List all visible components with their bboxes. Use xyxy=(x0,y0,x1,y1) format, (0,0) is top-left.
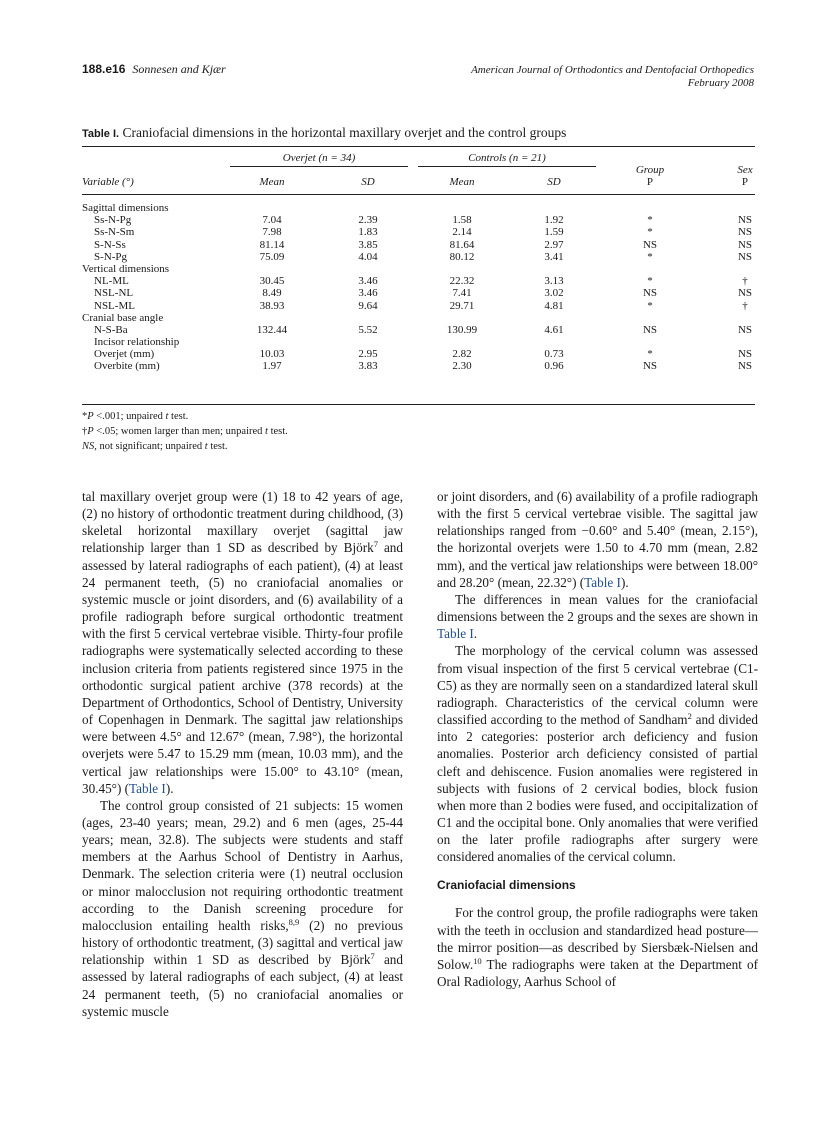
controls-mean-cell: 81.64 xyxy=(449,238,475,251)
table-body xyxy=(82,202,755,373)
left-paragraph-1: tal maxillary overjet group were (1) 18 to 42 years of age, (2) no history of orthodontic treatment during childhood, (3) skeletal horizontal maxillary overjet (sagittal jaw relationship larger than 1 SD as described by Björk$^7$ and assessed by lateral radiographs of each patient), (4) at least 24 permanent teeth, (5) no craniofacial anomalies or systemic muscle or joint disorders, and (6) availability of a profile radiograph before surgical orthodontic treatment with the first 5 cervical vertebrae visible. Thirty-four profile radiographs were systematically selected according to these inclusion criteria from patients registered since 1975 in the orthodontic surgical patient archive (378 records) at the Department of Orthodontics, School of Dentistry, University of Copenhagen in Denmark. The sagittal jaw relationships were between 4.5° and 12.67° (mean, 7.98°), the horizontal overjets were 5.47 to 15.29 mm (mean, 10.03 mm), and the vertical jaw relationships were 15.00° to 43.10° (mean, 30.45°) (Table I). xyxy=(82,489,403,796)
left-column xyxy=(82,488,403,1020)
overjet-mean-cell: 38.93 xyxy=(259,299,285,312)
group-header-controls: Controls (n = 21) xyxy=(468,152,546,164)
header-group-p: Group P xyxy=(635,164,665,188)
controls-sd-cell: 1.59 xyxy=(544,226,564,239)
group-header-overjet: Overjet (n = 34) xyxy=(282,152,356,164)
section-label: Cranial base angle xyxy=(82,311,164,324)
controls-sd-cell: 3.13 xyxy=(544,275,564,288)
controls-mean-cell: 7.41 xyxy=(452,287,472,300)
controls-sd-cell: 3.41 xyxy=(544,250,564,263)
sex-p-cell: NS xyxy=(737,238,753,251)
header-sex-p: Sex P xyxy=(737,164,753,188)
sex-p-cell: † xyxy=(742,299,748,312)
table-footnote-2: †P <.05; women larger than men; unpaired t test. xyxy=(82,426,288,437)
table-row xyxy=(82,275,755,287)
table-row xyxy=(82,348,755,360)
variable-label: N-S-Ba xyxy=(94,323,128,336)
right-paragraph-4: For the control group, the profile radiographs were taken with the teeth in occlusion and standardized head posture—the mirror position—as described by Siersbæk-Nielsen and Solow.$^{10}$ The radiographs were taken at the Department of Oral Radiology, Aarhus School of xyxy=(437,905,758,990)
variable-label: Ss-N-Pg xyxy=(94,214,132,227)
table-footnote-3: NS, not significant; unpaired t test. xyxy=(82,441,228,452)
table-bottom-rule xyxy=(82,404,755,405)
controls-sd-cell: 0.73 xyxy=(544,348,564,361)
header-overjet-sd: SD xyxy=(361,176,375,188)
page-number: 188.e16 xyxy=(82,62,126,76)
overjet-sd-cell: 1.83 xyxy=(358,226,378,239)
right-paragraph-2: The differences in mean values for the craniofacial dimensions between the 2 groups and the sexes are shown in Table I. xyxy=(437,591,758,642)
group-p-cell: * xyxy=(647,250,653,263)
group-rule-overjet xyxy=(230,166,408,167)
controls-sd-cell: 0.96 xyxy=(544,360,564,373)
sex-p-cell: NS xyxy=(737,214,753,227)
sex-p-cell: NS xyxy=(737,226,753,239)
header-variable: Variable (°) xyxy=(82,176,134,188)
overjet-sd-cell: 3.46 xyxy=(358,287,378,300)
overjet-sd-cell: 3.85 xyxy=(358,238,378,251)
controls-sd-cell: 4.61 xyxy=(544,323,564,336)
overjet-mean-cell: 7.98 xyxy=(262,226,282,239)
table-row xyxy=(82,214,755,226)
variable-label: NSL-NL xyxy=(94,287,134,300)
variable-label: NSL-ML xyxy=(94,299,135,312)
controls-mean-cell: 2.82 xyxy=(452,348,472,361)
section-label: Vertical dimensions xyxy=(82,262,170,275)
sex-p-cell: NS xyxy=(737,348,753,361)
variable-label: Ss-N-Sm xyxy=(94,226,135,239)
sex-p-cell: NS xyxy=(737,250,753,263)
right-paragraph-3: The morphology of the cervical column was assessed from visual inspection of the first 5 cervical vertebrae (C1-C5) as they are normally seen on a standardized lateral skull radiograph. Characteristics of the cervical column were classified according to the method of Sandham$^2$ and divided into 2 categories: posterior arch deficiency and fusion anomalies. Posterior arch deficiency consisted of partial cleft and dehiscence. Fusion anomalies were registered in subjects with fusions of 2 cervical bodies, block fusion when more than 2 bodies were fused, and occipitalization of C1 and the occipital bone. Only anomalies that were verified on the later profile radiographs after surgery were considered anomalies of the cervical column. xyxy=(437,643,758,865)
group-p-cell: * xyxy=(647,226,653,239)
group-p-cell: NS xyxy=(642,238,658,251)
controls-mean-cell: 2.30 xyxy=(452,360,472,373)
sex-p-cell: † xyxy=(742,275,748,288)
running-header-right xyxy=(471,64,754,90)
section-label: Sagittal dimensions xyxy=(82,202,169,214)
table-section-row xyxy=(82,202,755,214)
group-p-cell: * xyxy=(647,299,653,312)
controls-sd-cell: 2.97 xyxy=(544,238,564,251)
controls-mean-cell: 80.12 xyxy=(449,250,475,263)
section-heading: Craniofacial dimensions xyxy=(437,878,576,893)
variable-label: Overjet (mm) xyxy=(94,348,155,361)
table-row xyxy=(82,239,755,251)
table-row xyxy=(82,287,755,299)
group-p-cell: * xyxy=(647,275,653,288)
table-section-row xyxy=(82,312,755,324)
overjet-sd-cell: 3.83 xyxy=(358,360,378,373)
controls-mean-cell: 1.58 xyxy=(452,214,472,227)
table-row xyxy=(82,226,755,238)
overjet-mean-cell: 132.44 xyxy=(256,323,288,336)
overjet-mean-cell: 1.97 xyxy=(262,360,282,373)
header-controls-mean: Mean xyxy=(449,176,475,188)
header-controls-sd: SD xyxy=(547,176,561,188)
overjet-mean-cell: 30.45 xyxy=(259,275,285,288)
table-caption xyxy=(82,125,566,141)
overjet-sd-cell: 2.39 xyxy=(358,214,378,227)
variable-label: NL-ML xyxy=(94,275,129,288)
table-section-row xyxy=(82,263,755,275)
overjet-sd-cell: 4.04 xyxy=(358,250,378,263)
table-caption-text: Craniofacial dimensions in the horizontal maxillary overjet and the control groups xyxy=(122,125,567,140)
group-p-cell: NS xyxy=(642,287,658,300)
variable-label: S-N-Pg xyxy=(94,250,128,263)
group-p-cell: NS xyxy=(642,360,658,373)
journal-title: American Journal of Orthodontics and Dentofacial Orthopedics xyxy=(471,64,754,76)
overjet-sd-cell: 3.46 xyxy=(358,275,378,288)
right-column xyxy=(437,488,758,990)
overjet-mean-cell: 81.14 xyxy=(259,238,285,251)
table-row xyxy=(82,360,755,372)
journal-issue: February 2008 xyxy=(687,77,754,89)
controls-mean-cell: 22.32 xyxy=(449,275,475,288)
table-link[interactable]: Table I xyxy=(437,626,474,642)
table-link[interactable]: Table I xyxy=(584,574,621,590)
group-p-cell: NS xyxy=(642,323,658,336)
running-header-left xyxy=(82,62,226,77)
group-p-cell: * xyxy=(647,214,653,227)
overjet-mean-cell: 10.03 xyxy=(259,348,285,361)
sex-p-cell: NS xyxy=(737,360,753,373)
variable-label: Overbite (mm) xyxy=(94,360,160,373)
overjet-mean-cell: 7.04 xyxy=(262,214,282,227)
table-link[interactable]: Table I xyxy=(129,780,166,796)
overjet-sd-cell: 2.95 xyxy=(358,348,378,361)
controls-sd-cell: 4.81 xyxy=(544,299,564,312)
group-p-cell: * xyxy=(647,348,653,361)
overjet-sd-cell: 9.64 xyxy=(358,299,378,312)
table-row xyxy=(82,300,755,312)
group-rule-controls xyxy=(418,166,596,167)
table-footnote-1: *P <.001; unpaired t test. xyxy=(82,411,189,422)
table-top-rule xyxy=(82,146,755,147)
running-authors: Sonnesen and Kjær xyxy=(132,62,226,76)
table-section-row xyxy=(82,336,755,348)
overjet-mean-cell: 8.49 xyxy=(262,287,282,300)
right-paragraph-1: or joint disorders, and (6) availability of a profile radiograph with the first 5 cervical vertebrae visible. The sagittal jaw relationships ranged from −0.60° and 5.40° (mean, 2.15°), the horizontal overjets were 1.50 to 4.70 mm (mean, 2.82 mm), and the vertical jaw relationships were between 18.00° and 28.20° (mean, 22.32°) (Table I). xyxy=(437,489,758,590)
controls-mean-cell: 2.14 xyxy=(452,226,472,239)
controls-sd-cell: 3.02 xyxy=(544,287,564,300)
controls-mean-cell: 29.71 xyxy=(449,299,475,312)
section-label: Incisor relationship xyxy=(94,336,180,349)
table-row xyxy=(82,251,755,263)
controls-sd-cell: 1.92 xyxy=(544,214,564,227)
table-label: Table I. xyxy=(82,128,120,140)
left-paragraph-2: The control group consisted of 21 subjects: 15 women (ages, 23-40 years; mean, 29.2) and 6 men (ages, 25-44 years; mean, 32.8). The subjects were students and staff members at the Aarhus School of Dentistry in Aarhus, Denmark. The selection criteria were (1) neutral occlusion or minor malocclusion not requiring orthodontic treatment according to the Danish screening procedure for malocclusion entailing health risks,$^{8,9}$ (2) no previous history of orthodontic treatment, (3) sagittal and vertical jaw relationship within 1 SD as described by Björk$^7$ and assessed by lateral radiographs of each subject, (4) at least 24 permanent teeth, (5) no craniofacial anomalies or systemic muscle xyxy=(82,797,403,1019)
variable-label: S-N-Ss xyxy=(94,238,126,251)
table-header-rule xyxy=(82,194,755,195)
overjet-sd-cell: 5.52 xyxy=(358,323,378,336)
table-row xyxy=(82,324,755,336)
controls-mean-cell: 130.99 xyxy=(446,323,478,336)
header-overjet-mean: Mean xyxy=(259,176,285,188)
overjet-mean-cell: 75.09 xyxy=(259,250,285,263)
sex-p-cell: NS xyxy=(737,323,753,336)
sex-p-cell: NS xyxy=(737,287,753,300)
